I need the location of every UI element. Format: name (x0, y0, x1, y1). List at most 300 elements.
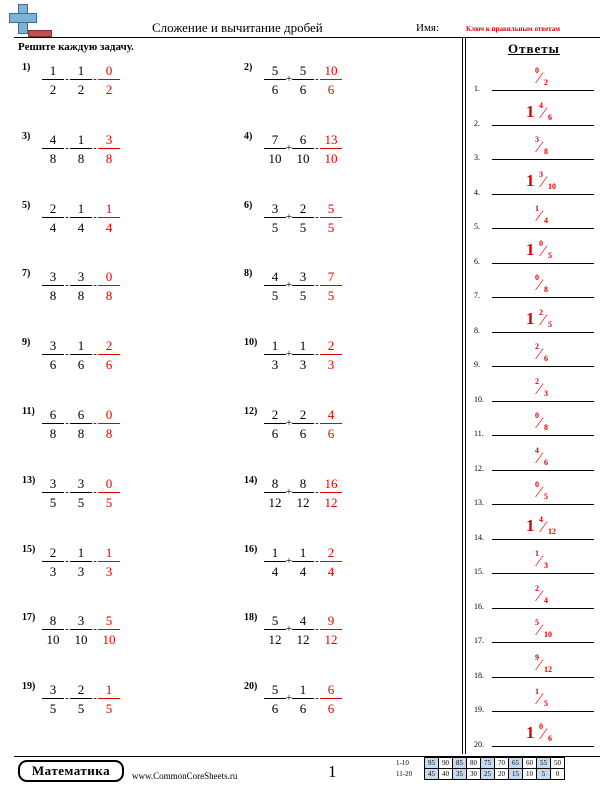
result-fraction (98, 406, 120, 442)
answer-numerator: 3 (535, 135, 539, 144)
fraction-slash: ⁄ (542, 311, 545, 329)
operator: - (65, 417, 69, 429)
answer-line (492, 435, 594, 436)
score-labels (396, 758, 412, 780)
numerator: 13 (320, 131, 342, 149)
numerator: 1 (70, 62, 92, 80)
score-table (424, 757, 565, 780)
answer-number: 11. (474, 429, 484, 438)
fraction (292, 612, 314, 648)
answer-row (474, 59, 594, 93)
fraction-slash: ⁄ (542, 104, 545, 122)
fraction (42, 131, 64, 167)
answer-denominator: 8 (544, 147, 548, 156)
fraction-slash: ⁄ (538, 691, 541, 708)
worksheet-title: Сложение и вычитание дробей (152, 20, 323, 35)
answer-line (492, 573, 594, 574)
numerator: 3 (70, 612, 92, 630)
answer-denominator: 4 (544, 595, 548, 605)
denominator: 8 (49, 288, 57, 304)
problem-number: 4) (244, 130, 253, 142)
name-label: Имя: (416, 22, 440, 34)
answer-column-divider (462, 38, 466, 754)
answer-value (526, 680, 582, 710)
fraction (70, 131, 92, 167)
answer-numerator: 2 (539, 307, 543, 317)
problem-number: 1) (22, 62, 31, 73)
answer-row (474, 473, 594, 507)
equals-dash: - (93, 485, 97, 498)
problem (244, 612, 454, 656)
answer-numerator: 1 (535, 204, 539, 213)
numerator: 2 (320, 337, 342, 355)
denominator: 5 (49, 701, 57, 717)
denominator: 8 (105, 288, 113, 304)
problem-number: 15) (22, 543, 36, 555)
fraction-slash: ⁄ (538, 139, 541, 156)
fraction (292, 131, 314, 167)
answer-line (492, 401, 594, 402)
problem-number: 8) (244, 268, 253, 280)
equals-dash: - (315, 417, 319, 429)
equals-dash: - (93, 210, 97, 223)
answer-denominator: 6 (548, 733, 552, 743)
answer-row (474, 197, 594, 231)
numerator: 6 (292, 131, 314, 149)
operator: - (65, 485, 69, 498)
denominator: 8 (77, 426, 85, 441)
result-fraction (320, 406, 342, 442)
answer-value (526, 128, 582, 158)
answer-row (474, 266, 594, 300)
result-fraction (98, 200, 120, 236)
answer-numerator: 4 (539, 100, 543, 110)
answer-row (474, 508, 594, 542)
answer-row (474, 542, 594, 576)
problem (22, 337, 232, 381)
answer-denominator: 10 (548, 181, 556, 191)
answer-value (526, 542, 582, 572)
problem (22, 544, 232, 588)
problem-number: 18) (244, 612, 258, 624)
denominator: 4 (299, 563, 307, 579)
denominator: 4 (271, 563, 279, 579)
equals-dash: - (315, 210, 319, 223)
numerator: 1 (292, 681, 314, 699)
answer-row (474, 335, 594, 369)
answer-key-label: Ключ к правильным ответам (466, 25, 560, 33)
score-cell: 75 (481, 758, 495, 769)
answer-line (492, 159, 594, 160)
operator: - (65, 554, 69, 567)
fraction-slash: ⁄ (538, 553, 541, 570)
numerator: 8 (292, 475, 314, 493)
result-fraction (98, 475, 120, 511)
operator: + (285, 279, 293, 292)
numerator: 8 (264, 475, 286, 493)
numerator: 3 (42, 268, 64, 286)
denominator: 5 (299, 219, 307, 235)
fraction (264, 200, 286, 236)
fraction-slash: ⁄ (538, 380, 541, 398)
score-cell: 0 (551, 769, 565, 780)
result-fraction (98, 544, 120, 580)
answer-line (492, 677, 594, 678)
denominator: 5 (327, 219, 335, 235)
numerator: 3 (70, 268, 92, 286)
numerator: 0 (98, 475, 120, 493)
fraction (264, 544, 286, 580)
answer-row (474, 94, 594, 128)
answer-line (492, 711, 594, 712)
answer-whole: 1 (526, 308, 535, 328)
fraction (292, 475, 314, 511)
numerator: 2 (98, 337, 120, 355)
denominator: 5 (77, 701, 85, 717)
answer-line (492, 263, 594, 264)
denominator: 10 (324, 150, 338, 166)
fraction (264, 681, 286, 717)
equals-dash: - (93, 141, 97, 154)
result-fraction (98, 268, 120, 304)
answer-number: 19. (474, 705, 484, 714)
answer-number: 9. (474, 360, 480, 369)
numerator: 2 (292, 200, 314, 218)
problem (22, 406, 232, 450)
answer-numerator: 4 (539, 514, 543, 524)
answer-line (492, 504, 594, 505)
problem-number: 5) (22, 199, 31, 211)
fraction (42, 544, 64, 580)
denominator: 6 (299, 426, 307, 441)
answer-denominator: 12 (544, 664, 552, 674)
fraction-slash: ⁄ (538, 415, 541, 432)
score-cell: 85 (453, 758, 467, 769)
result-fraction (98, 62, 120, 98)
denominator: 3 (77, 563, 85, 579)
denominator: 12 (324, 494, 338, 510)
denominator: 2 (49, 82, 57, 97)
result-fraction (320, 681, 342, 717)
denominator: 5 (49, 494, 57, 510)
numerator: 0 (98, 406, 120, 424)
answer-line (492, 470, 594, 471)
numerator: 3 (42, 475, 64, 493)
answer-value (526, 301, 582, 331)
problem-number: 11) (22, 406, 35, 417)
result-fraction (320, 62, 342, 98)
numerator: 1 (70, 131, 92, 149)
operator: + (285, 348, 293, 361)
equals-dash: - (315, 141, 319, 154)
denominator: 6 (299, 701, 307, 717)
numerator: 4 (320, 406, 342, 424)
answer-row (474, 301, 594, 335)
fraction (70, 62, 92, 98)
numerator: 1 (98, 200, 120, 218)
problem-number: 13) (22, 474, 36, 486)
operator: - (65, 141, 69, 154)
numerator: 5 (264, 62, 286, 80)
answer-line (492, 608, 594, 609)
operator: + (285, 73, 293, 85)
result-fraction (320, 612, 342, 648)
answer-number: 17. (474, 636, 484, 645)
numerator: 5 (264, 612, 286, 630)
answer-numerator: 0 (539, 238, 543, 248)
result-fraction (320, 337, 342, 373)
equals-dash: - (93, 554, 97, 567)
answer-value (526, 163, 582, 193)
answer-value (526, 508, 582, 538)
score-cell: 5 (537, 769, 551, 780)
score-cell: 35 (453, 769, 467, 780)
instructions: Решите каждую задачу. (18, 41, 134, 53)
operator: - (65, 210, 69, 223)
denominator: 5 (77, 494, 85, 510)
answer-number: 7. (474, 291, 480, 300)
problem (244, 268, 454, 312)
page-number: 1 (328, 762, 337, 781)
denominator: 5 (271, 288, 279, 304)
score-cell: 80 (467, 758, 481, 769)
answer-value (526, 94, 582, 124)
brand-badge: Математика (18, 760, 124, 782)
operator: + (285, 141, 293, 154)
problem-number: 9) (22, 337, 31, 349)
denominator: 4 (49, 219, 57, 235)
numerator: 6 (320, 681, 342, 699)
answer-number: 15. (474, 567, 484, 576)
score-label-11-20: 11-20 (396, 770, 413, 778)
answer-number: 16. (474, 601, 484, 611)
fraction (292, 681, 314, 717)
answer-row (474, 439, 594, 473)
answer-whole: 1 (526, 722, 535, 742)
problem-number: 14) (244, 474, 258, 486)
answer-value (526, 439, 582, 469)
answer-row (474, 163, 594, 197)
website-link[interactable]: www.CommonCoreSheets.ru (132, 771, 238, 781)
fraction (42, 406, 64, 442)
fraction-slash: ⁄ (538, 484, 541, 501)
operator: - (65, 279, 69, 292)
denominator: 6 (327, 82, 335, 97)
answer-value (526, 404, 582, 434)
numerator: 2 (292, 406, 314, 424)
score-cell: 50 (551, 758, 565, 769)
answer-value (526, 646, 582, 676)
fraction (42, 475, 64, 511)
denominator: 6 (105, 357, 113, 373)
numerator: 1 (264, 337, 286, 355)
operator: + (285, 417, 293, 429)
denominator: 8 (77, 288, 85, 304)
denominator: 8 (105, 150, 113, 166)
numerator: 3 (264, 200, 286, 218)
denominator: 2 (77, 82, 85, 97)
answer-value (526, 611, 582, 641)
worksheet-logo-icon (6, 4, 54, 34)
fraction (264, 268, 286, 304)
fraction-slash: ⁄ (538, 70, 541, 87)
answer-numerator: 0 (535, 66, 539, 75)
denominator: 8 (105, 426, 113, 441)
denominator: 8 (49, 150, 57, 166)
fraction (42, 268, 64, 304)
numerator: 3 (98, 131, 120, 149)
answer-numerator: 3 (539, 169, 543, 179)
answer-line (492, 539, 594, 540)
score-cell: 20 (495, 769, 509, 780)
numerator: 5 (320, 200, 342, 218)
fraction (42, 681, 64, 717)
fraction-slash: ⁄ (542, 242, 545, 260)
answer-numerator: 2 (535, 583, 539, 593)
numerator: 5 (98, 612, 120, 630)
answer-row (474, 232, 594, 266)
answer-denominator: 5 (548, 319, 552, 329)
numerator: 6 (70, 406, 92, 424)
answer-numerator: 2 (535, 342, 539, 351)
numerator: 0 (98, 62, 120, 80)
denominator: 10 (46, 632, 60, 648)
operator: + (285, 623, 293, 636)
fraction-slash: ⁄ (542, 173, 545, 191)
fraction (70, 200, 92, 236)
score-cell: 60 (523, 758, 537, 769)
fraction (42, 612, 64, 648)
denominator: 2 (105, 82, 113, 97)
answer-whole: 1 (526, 170, 535, 190)
numerator: 1 (98, 544, 120, 562)
fraction (292, 406, 314, 442)
operator: - (65, 348, 69, 361)
equals-dash: - (93, 279, 97, 292)
answer-denominator: 5 (548, 250, 552, 260)
answer-denominator: 3 (544, 561, 548, 570)
numerator: 3 (42, 337, 64, 355)
answer-line (492, 125, 594, 126)
fraction (70, 681, 92, 717)
operator: - (65, 623, 69, 636)
result-fraction (320, 268, 342, 304)
answer-line (492, 297, 594, 298)
numerator: 10 (320, 62, 342, 80)
answer-numerator: 5 (535, 618, 539, 627)
score-cell: 55 (537, 758, 551, 769)
result-fraction (320, 131, 342, 167)
numerator: 4 (264, 268, 286, 286)
answer-value (526, 473, 582, 503)
numerator: 1 (42, 62, 64, 80)
numerator: 16 (320, 475, 342, 493)
problem (244, 681, 454, 725)
result-fraction (320, 200, 342, 236)
answer-denominator: 3 (544, 388, 548, 398)
denominator: 3 (327, 357, 335, 373)
answer-number: 1. (474, 84, 480, 93)
fraction (292, 200, 314, 236)
fraction (70, 475, 92, 511)
answer-numerator: 9 (535, 652, 539, 662)
answer-line (492, 194, 594, 195)
numerator: 1 (264, 544, 286, 562)
denominator: 10 (74, 632, 88, 648)
score-cell: 10 (523, 769, 537, 780)
answer-line (492, 228, 594, 229)
result-fraction (320, 475, 342, 511)
score-cell: 65 (509, 758, 523, 769)
numerator: 2 (70, 681, 92, 699)
numerator: 5 (292, 62, 314, 80)
result-fraction (98, 131, 120, 167)
score-cell: 30 (467, 769, 481, 780)
fraction (292, 268, 314, 304)
denominator: 6 (327, 426, 335, 441)
answer-number: 8. (474, 325, 480, 335)
answer-denominator: 2 (544, 78, 548, 87)
fraction (292, 62, 314, 98)
equals-dash: - (93, 348, 97, 361)
problem (244, 406, 454, 450)
answer-number: 2. (474, 118, 480, 128)
answer-line (492, 746, 594, 747)
problem-number: 3) (22, 130, 31, 142)
problem (22, 268, 232, 312)
answer-number: 6. (474, 256, 480, 266)
answer-value (526, 370, 582, 400)
answer-number: 18. (474, 670, 484, 680)
answer-numerator: 0 (535, 273, 539, 282)
answer-row (474, 577, 594, 611)
answer-row (474, 680, 594, 714)
numerator: 3 (292, 268, 314, 286)
score-cell: 90 (439, 758, 453, 769)
answer-number: 3. (474, 153, 480, 162)
answer-numerator: 1 (535, 549, 539, 558)
denominator: 12 (296, 494, 310, 510)
fraction (70, 337, 92, 373)
header-divider (14, 37, 600, 38)
answer-denominator: 6 (548, 112, 552, 122)
numerator: 1 (292, 544, 314, 562)
numerator: 2 (42, 200, 64, 218)
answer-row (474, 404, 594, 438)
answer-denominator: 5 (544, 699, 548, 708)
denominator: 10 (102, 632, 116, 648)
score-cell: 45 (425, 769, 439, 780)
answer-denominator: 4 (544, 216, 548, 225)
equals-dash: - (315, 692, 319, 705)
numerator: 0 (98, 268, 120, 286)
fraction-slash: ⁄ (538, 449, 541, 467)
equals-dash: - (315, 485, 319, 498)
answer-line (492, 642, 594, 643)
denominator: 5 (327, 288, 335, 304)
fraction-slash: ⁄ (538, 622, 541, 639)
answer-whole: 1 (526, 515, 535, 535)
answer-value (526, 335, 582, 365)
answer-value (526, 232, 582, 262)
fraction (70, 268, 92, 304)
numerator: 4 (292, 612, 314, 630)
numerator: 1 (70, 337, 92, 355)
score-cell: 40 (439, 769, 453, 780)
fraction-slash: ⁄ (538, 346, 541, 363)
answer-value (526, 715, 582, 745)
answer-numerator: 1 (535, 687, 539, 696)
